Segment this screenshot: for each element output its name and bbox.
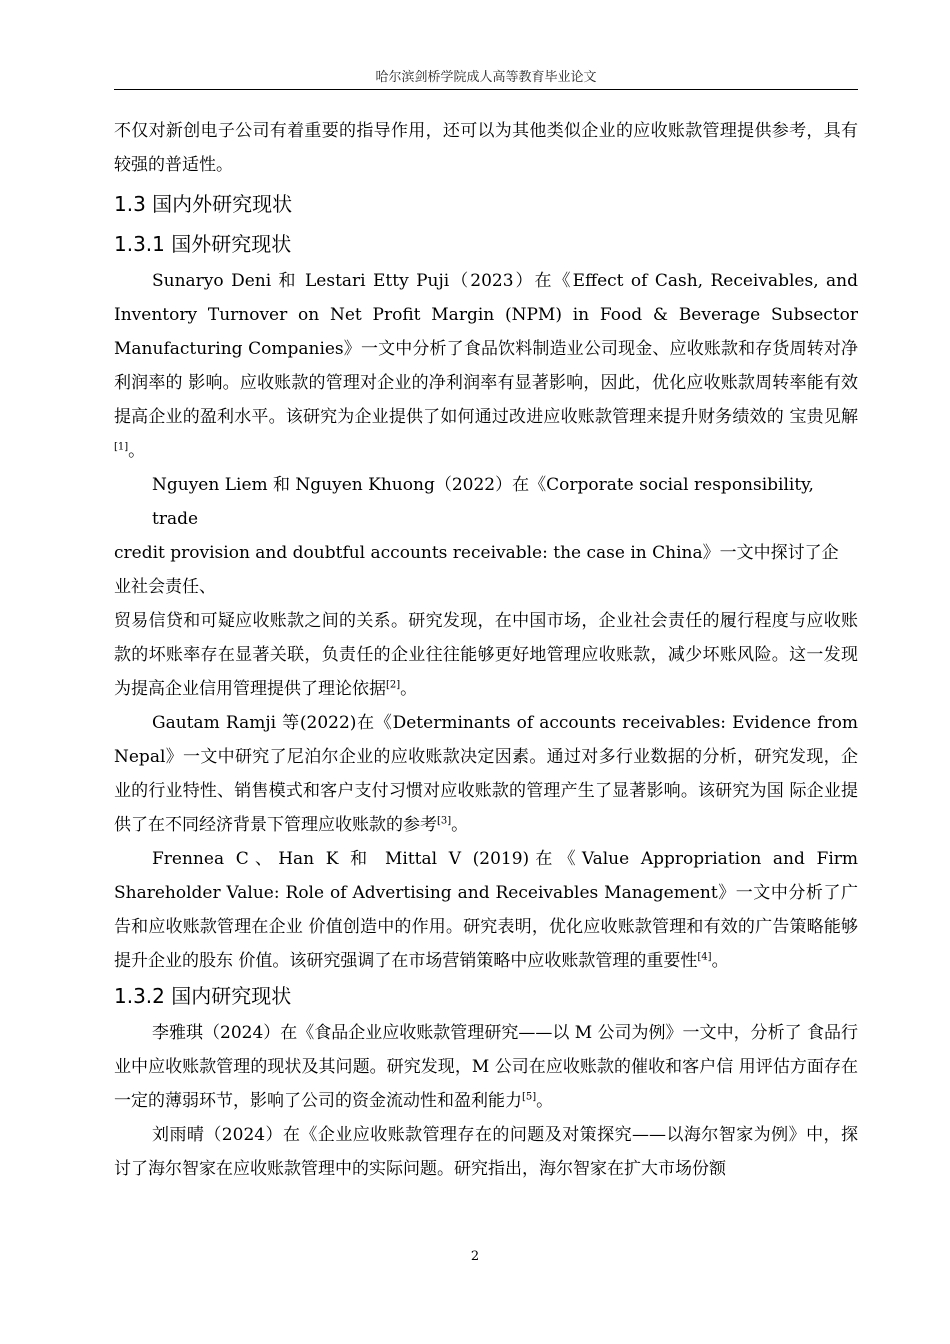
citation-ref: [1] (114, 441, 129, 453)
citation-ref: [3] (437, 815, 452, 827)
citation-ref: [5] (522, 1091, 537, 1103)
paragraph-frennea (114, 842, 858, 978)
paragraph-text: Frennea C、Han K 和 Mittal V (2019)在《Value Appropriation and Firm Shareholder Value: Role of Advertising and Receivables Management》一文中分析了广告和应收账款管理在企业 价值创造中的作用。研究表明，优化应收账款管理和有效的广告策略能够提升企业的股东 价值。该研究强调了在市场营销策略中应收账款管理的重要性 (114, 849, 858, 971)
paragraph-sunaryo (114, 264, 858, 468)
paragraph-line: Nguyen Liem 和 Nguyen Khuong（2022）在《Corporate social responsibility, trade (152, 475, 814, 529)
section-heading-1-3-2: 1.3.2 国内研究现状 (114, 984, 292, 1008)
paragraph-text: 李雅琪（2024）在《食品企业应收账款管理研究——以 M 公司为例》一文中，分析了 食品行业中应收账款管理的现状及其问题。研究发现，M 公司在应收账款的催收和客户信 用评估方面存在一定的薄弱环节，影响了公司的资金流动性和盈利能力 (114, 1023, 858, 1111)
paragraph-li-yaqi (114, 1016, 858, 1118)
paragraph-continuation: 不仅对新创电子公司有着重要的指导作用，还可以为其他类似企业的应收账款管理提供参考，具有较强的普适性。 (114, 121, 858, 175)
paragraph-end: 。 (128, 441, 146, 461)
paragraph-gautam (114, 706, 858, 842)
paragraph-end: 。 (451, 815, 469, 835)
section-heading-1-3: 1.3 国内外研究现状 (114, 192, 293, 216)
paragraph-end: 。 (400, 679, 418, 699)
citation-ref: [4] (697, 951, 712, 963)
paragraph-text: Sunaryo Deni 和 Lestari Etty Puji（2023）在《Effect of Cash, Receivables, and Inventory Turnover on Net Profit Margin (NPM) in Food & Beverage Subsector Manufacturing Companies》一文中分析了食品饮料制造业公司现金、应收账款和存货周转对净利润率的 影响。应收账款的管理对企业的净利润率有显著影响，因此，优化应收账款周转率能有效 提高企业的盈利水平。该研究为企业提供了如何通过改进应收账款管理来提升财务绩效的 宝贵见解 (114, 271, 858, 427)
citation-ref: [2] (386, 679, 401, 691)
paragraph-text: 贸易信贷和可疑应收账款之间的关系。研究发现，在中国市场，企业社会责任的履行程度与应收账款的坏账率存在显著关联，负责任的企业往往能够更好地管理应收账款，减少坏账风险。这一发现为提高企业信用管理提供了理论依据 (114, 611, 858, 699)
header-rule (114, 89, 858, 90)
paragraph-nguyen (114, 468, 858, 706)
page-number: 2 (470, 1249, 480, 1264)
paragraph-line: credit provision and doubtful accounts receivable: the case in China》一文中探讨了企业社会责任、 (114, 543, 839, 597)
paragraph-end: 。 (711, 951, 729, 971)
section-heading-1-3-1: 1.3.1 国外研究现状 (114, 232, 292, 256)
running-header: 哈尔滨剑桥学院成人高等教育毕业论文 (375, 70, 597, 85)
paragraph-liu-yuqing: 刘雨晴（2024）在《企业应收账款管理存在的问题及对策探究——以海尔智家为例》中，探讨了海尔智家在应收账款管理中的实际问题。研究指出，海尔智家在扩大市场份额 (114, 1125, 858, 1179)
paragraph-text: Gautam Ramji 等(2022)在《Determinants of accounts receivables: Evidence from Nepal》一文中研究了尼泊尔企业的应收账款决定因素。通过对多行业数据的分析，研究发现，企 业的行业特性、销售模式和客户支付习惯对应收账款的管理产生了显著影响。该研究为国 际企业提供了在不同经济背景下管理应收账款的参考 (114, 713, 858, 835)
paragraph-line (114, 604, 858, 706)
page-body (114, 114, 858, 1186)
paragraph-end: 。 (536, 1091, 554, 1111)
